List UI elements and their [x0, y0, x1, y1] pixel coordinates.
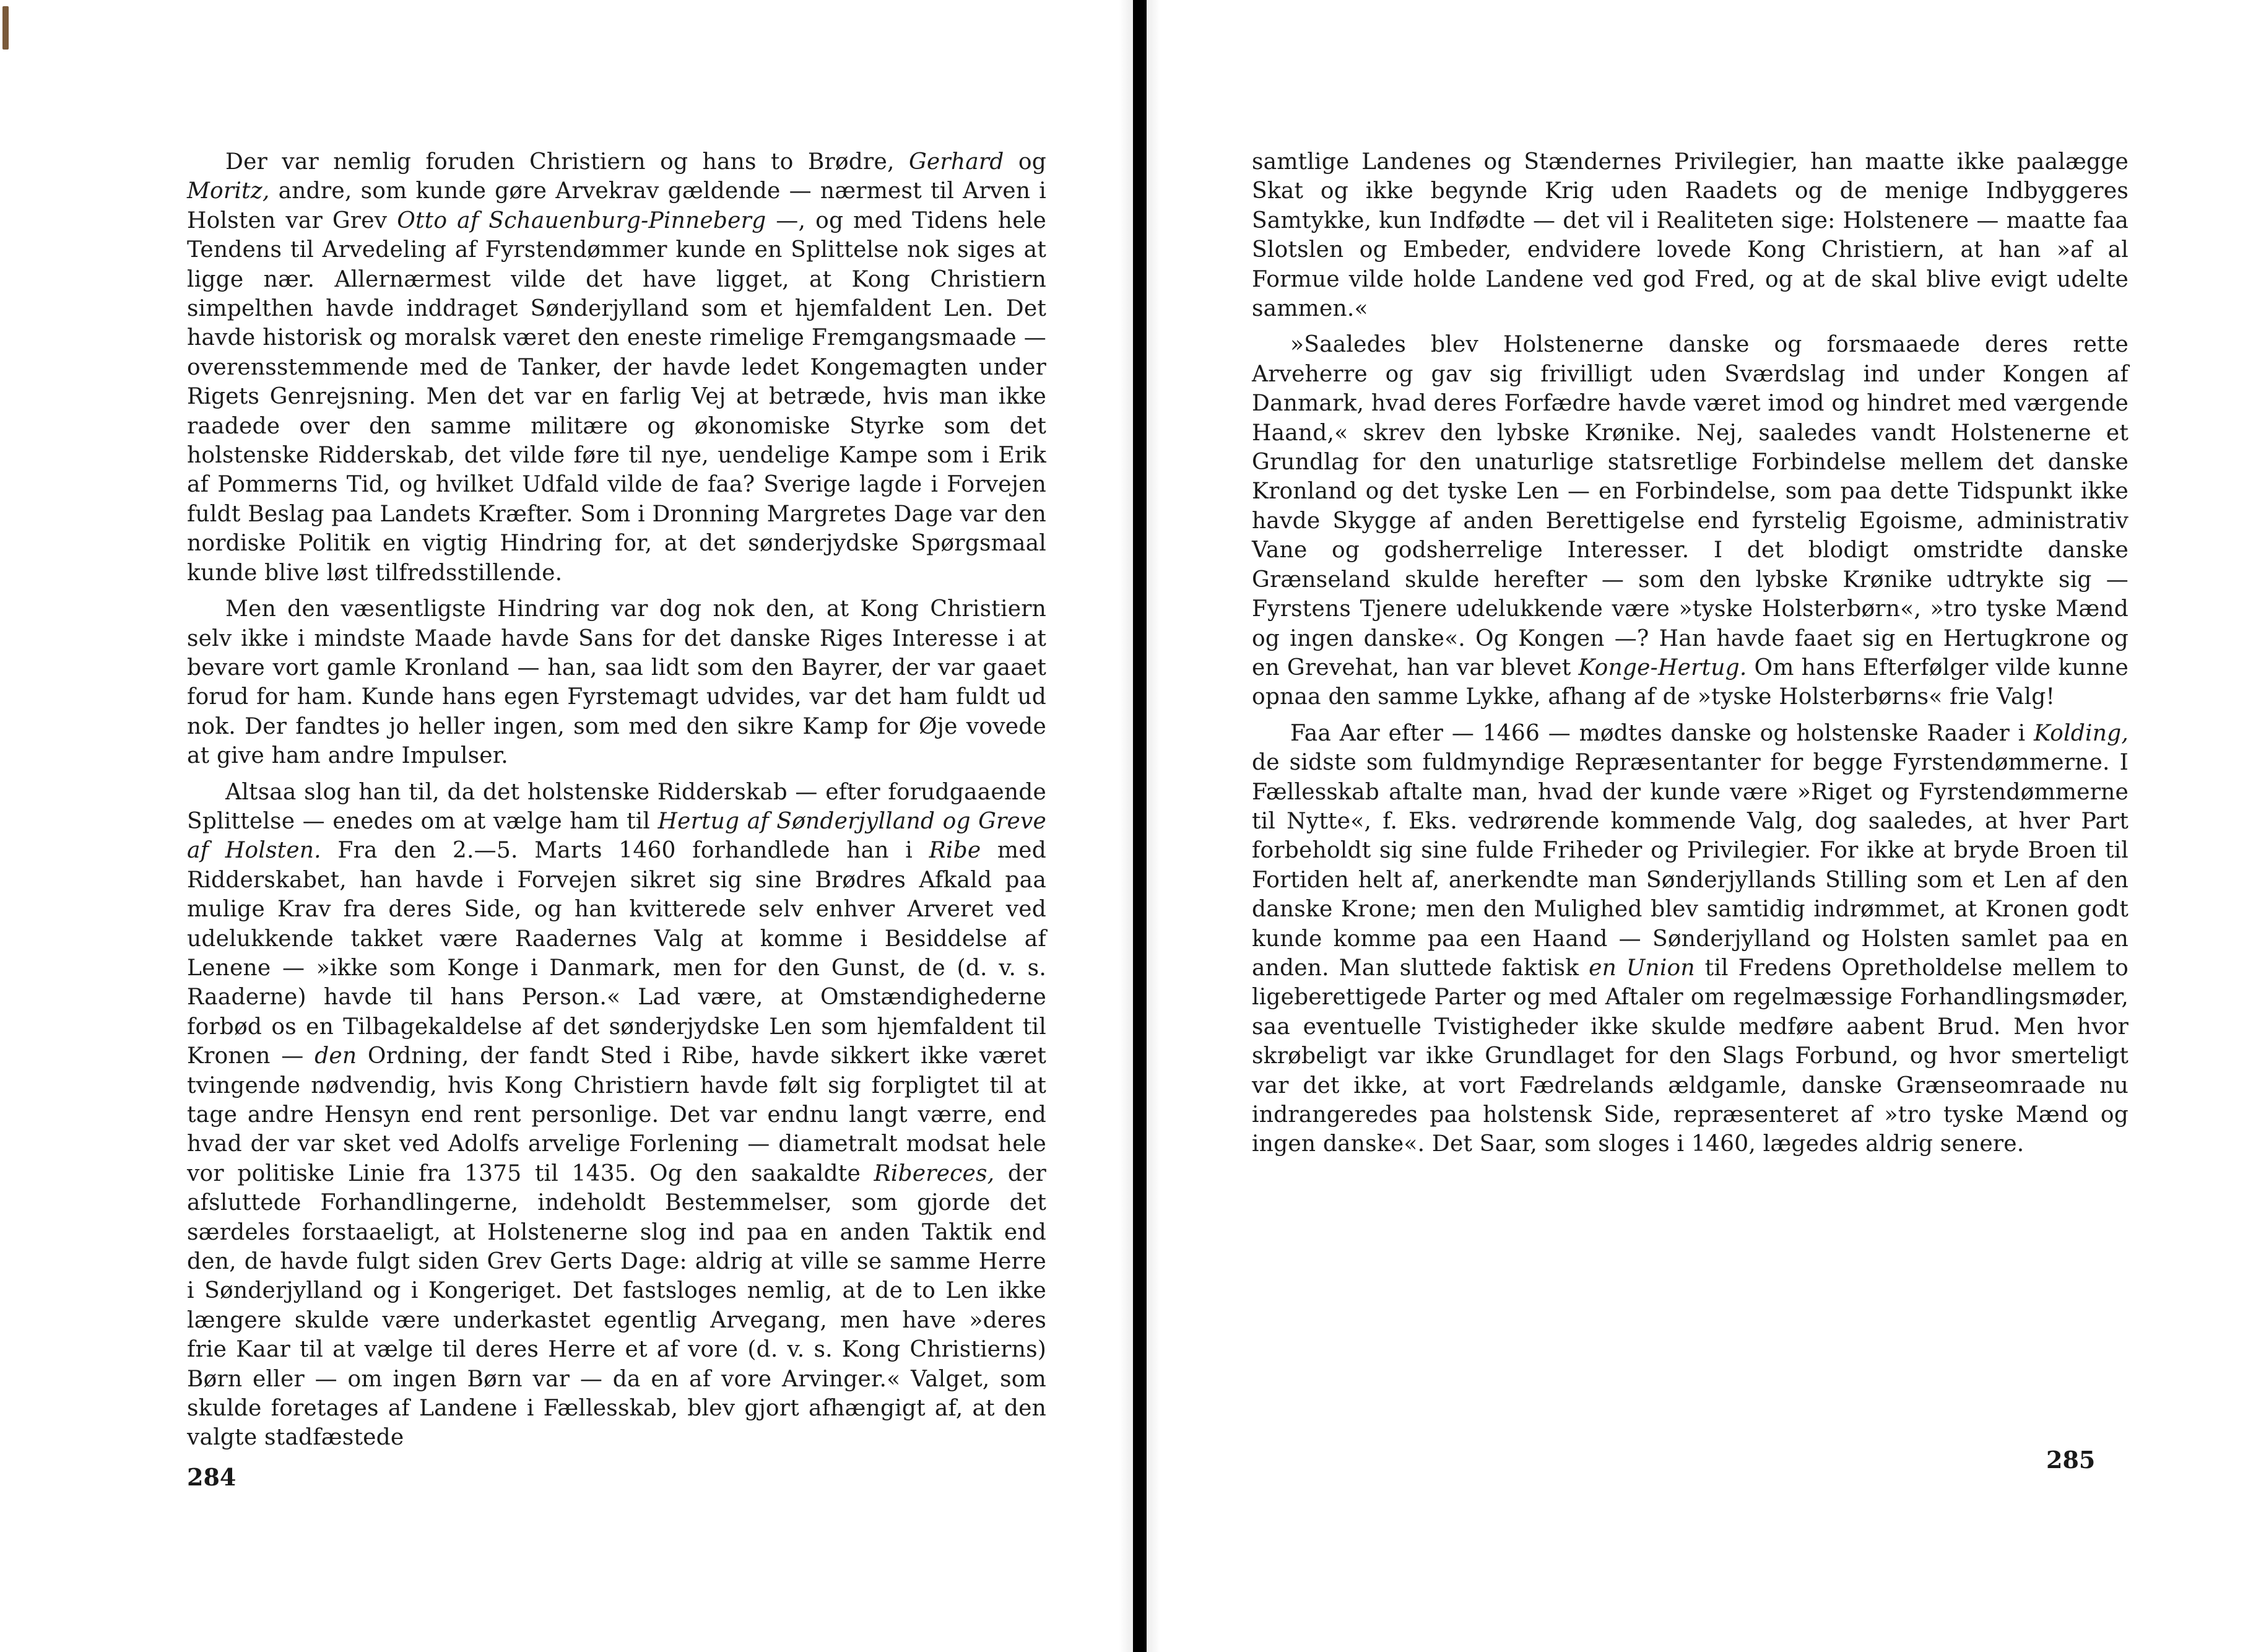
- page-number-right: 285: [2046, 1446, 2096, 1474]
- italic-text-segment: Ribe: [929, 838, 981, 864]
- right-paragraph-1: [1252, 147, 2129, 323]
- italic-text-segment: en Union: [1589, 955, 1695, 981]
- text-segment: til Fredens Opretholdelse mellem to ligeberettigede Parter og med Aftaler om regelmæssige Forhandlingsmøder, saa eventuelle Tvistigheder ikke skulde medføre aabent Brud. Men hvor skrøbeligt var ikke Grundlaget for den Slags Forbund, og hvor smerteligt var det ikke, at vort Fædrelands ældgamle, danske Grænseomraade nu indrangeredes paa holstensk Side, repræsenteret af »tro tyske Mænd og ingen danske«. Det Saar, som sloges i 1460, lægedes aldrig senere.: [1252, 955, 2129, 1157]
- italic-text-segment: Konge-Hertug.: [1578, 654, 1747, 680]
- left-paragraph-3: [187, 778, 1046, 1453]
- text-segment: andre, som kunde gøre Arvekrav gældende — nærmest til Arven i Holsten var Grev: [187, 178, 1046, 233]
- right-paragraph-2: [1252, 330, 2129, 711]
- text-segment: samtlige Landenes og Stændernes Privilegier, han maatte ikke paalægge Skat og ikke begynde Krig uden Raadets og de menige Indbyggeres Samtykke, kun Indfødte — det vil i Realiteten sige: Holstenere — maatte faa Slotslen og Embeder, endvidere lovede Kong Christiern, at han »af al Formue vilde holde Landene ved god Fred, og at de skal blive evigt udelte sammen.«: [1252, 149, 2129, 322]
- left-paragraph-1: [187, 147, 1046, 588]
- text-segment: med Ridderskabet, han havde i Forvejen sikret sig sine Brødres Afkald paa mulige Krav fra deres Side, og han kvitterede selv enhver Arveret ved udelukkende takket være Raadernes Valg at komme i Besiddelse af Lenene — »ikke som Konge i Danmark, men for den Gunst, de (d. v. s. Raaderne) havde til hans Person.« Lad være, at Omstændighederne forbød os en Tilbagekaldelse af det sønderjydske Len som hjemfaldent til Kronen —: [187, 838, 1047, 1069]
- left-paragraph-2: [187, 594, 1046, 770]
- gutter-shadow: [1119, 0, 1133, 1652]
- text-segment: Faa Aar efter — 1466 — mødtes danske og holstenske Raader i: [1290, 720, 2034, 746]
- right-page-text: [1252, 147, 2129, 1166]
- gutter-shadow-right: [1147, 0, 1160, 1652]
- text-segment: der afsluttede Forhandlingerne, indeholdt Bestemmelser, som gjorde det særdeles forstaaeligt, at Holstenerne slog ind paa en anden Taktik end den, de havde fulgt siden Grev Gerts Dage: aldrig at ville se samme Herre i Sønderjylland og i Kongeriget. Det fastsloges nemlig, at de to Len ikke længere skulde være underkastet egentlig Arvegang, men have »deres frie Kaar til at vælge til deres Herre et af vore (d. v. s. Kong Christierns) Børn eller — om ingen Børn var — da en af vore Arvinger.« Valget, som skulde foretages af Landene i Fællesskab, blev gjort afhængigt af, at den valgte stadfæstede: [187, 1160, 1046, 1451]
- italic-text-segment: Gerhard: [908, 149, 1004, 175]
- right-paragraph-3: [1252, 719, 2129, 1159]
- text-segment: Men den væsentligste Hindring var dog nok den, at Kong Christiern selv ikke i mindste Maade havde Sans for det danske Riges Interesse i at bevare vort gamle Kronland — han, saa lidt som den Bayrer, der var gaaet forud for ham. Kunde hans egen Fyrstemagt udvides, var det ham fuldt ud nok. Der fandtes jo heller ingen, som med den sikre Kamp for Øje vovede at give ham andre Impulser.: [187, 596, 1046, 769]
- text-segment: Der var nemlig foruden Christiern og hans to Brødre,: [225, 149, 909, 175]
- italic-text-segment: Kolding,: [2034, 720, 2129, 746]
- text-segment: Ordning, der fandt Sted i Ribe, havde sikkert ikke været tvingende nødvendig, hvis Kong Christiern havde følt sig forpligtet til at tage andre Hensyn end rent personlige. Det var endnu langt værre, end hvad der var sket ved Adolfs arvelige Forlening — diametralt modsat hele vor politiske Linie fra 1375 til 1435. Og den saakaldte: [187, 1043, 1047, 1186]
- text-segment: de sidste som fuldmyndige Repræsentanter for begge Fyrstendømmerne. I Fællesskab aftalte man, hvad der kunde være »Riget og Fyrstendømmerne til Nytte«, f. Eks. vedrørende kommende Valg, dog saaledes, at hver Part forbeholdt sig sine fulde Friheder og Privilegier. For ikke at bryde Broen til Fortiden helt af, anerkendte man Sønderjyllands Stilling som et Len af den danske Krone; men den Mulighed blev samtidig indrømmet, at Kronen godt kunde komme paa een Haand — Sønderjylland og Holsten samlet paa en anden. Man sluttede faktisk: [1252, 750, 2129, 981]
- text-segment: Om hans Efterfølger vilde kunne opnaa den samme Lykke, afhang af de »tyske Holsterbørns« frie Valg!: [1252, 654, 2129, 710]
- binding-edge-mark: [2, 6, 9, 50]
- text-segment: og: [1004, 149, 1046, 175]
- italic-text-segment: Ribereces,: [874, 1160, 995, 1186]
- italic-text-segment: den: [315, 1043, 357, 1069]
- italic-text-segment: Moritz,: [187, 178, 270, 204]
- text-segment: Fra den 2.—5. Marts 1460 forhandlede han i: [321, 838, 929, 864]
- right-page: [1147, 0, 2261, 1652]
- italic-text-segment: Hertug af Sønderjylland og Greve af Holsten.: [187, 808, 1046, 864]
- page-number-left: 284: [187, 1463, 237, 1491]
- text-segment: Altsaa slog han til, da det holstenske Ridderskab — efter forudgaaende Splittelse — enedes om at vælge ham til: [187, 779, 1046, 834]
- left-page-text: [187, 147, 1046, 1459]
- text-segment: »Saaledes blev Holstenerne danske og forsmaaede deres rette Arveherre og gav sig frivilligt uden Sværdslag ind under Kongen af Danmark, hvad deres Forfædre havde været imod og hindret med værgende Haand,« skrev den lybske Krønike. Nej, saaledes vandt Holstenerne et Grundlag for den unaturlige statsretlige Forbindelse mellem det danske Kronland og det tyske Len — en Forbindelse, som paa dette Tidspunkt ikke havde Skygge af anden Berettigelse end fyrstelig Egoisme, administrativ Vane og godsherrelige Interesser. I det blodigt omstridte danske Grænseland skulde herefter — som den lybske Krønike udtrykte sig — Fyrstens Tjenere udelukkende være »tyske Holsterbørn«, »tro tyske Mænd og ingen danske«. Og Kongen —? Han havde faaet sig en Hertugkrone og en Grevehat, han var blevet: [1252, 332, 2129, 680]
- text-segment: —, og med Tidens hele Tendens til Arvedeling af Fyrstendømmer kunde en Splittelse nok siges at ligge nær. Allernærmest vilde det have ligget, at Kong Christiern simpelthen havde inddraget Sønderjylland som et hjemfaldent Len. Det havde historisk og moralsk været den eneste rimelige Fremgangsmaade — overensstemmende med de Tanker, der havde ledet Kongemagten under Rigets Genrejsning. Men det var en farlig Vej at betræde, hvis man ikke raadede over den samme militære og økonomiske Styrke som det holstenske Ridderskab, det vilde føre til nye, uendelige Kampe som i Erik af Pommerns Tid, og hvilket Udfald vilde de faa? Sverige lagde i Forvejen fuldt Beslag paa Landets Kræfter. Som i Dronning Margretes Dage var den nordiske Politik en vigtig Hindring for, at det sønderjydske Spørgsmaal kunde blive løst tilfredsstillende.: [187, 207, 1046, 586]
- italic-text-segment: Otto af Schauenburg-Pinneberg: [397, 207, 766, 233]
